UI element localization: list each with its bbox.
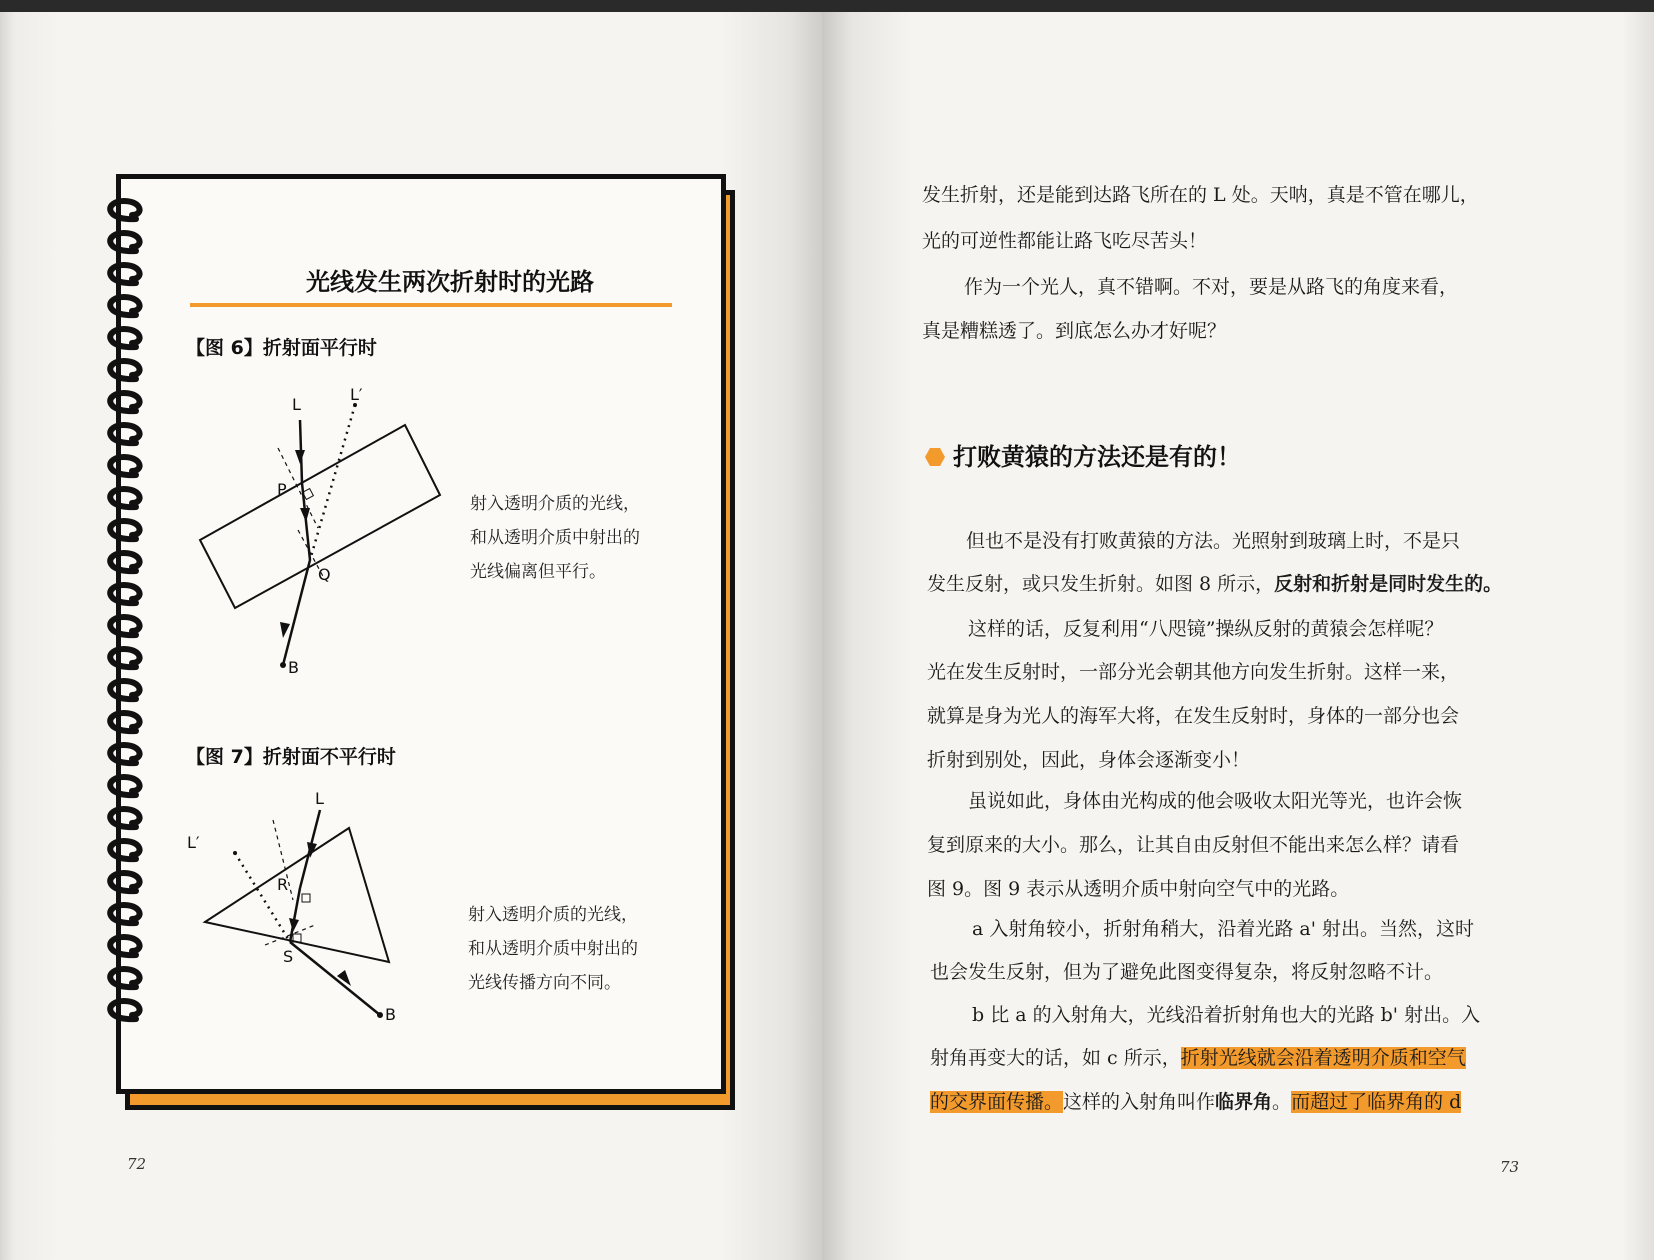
highlighted-text: 而超过了临界角的 d bbox=[1291, 1091, 1462, 1113]
text-line: 光在发生反射时，一部分光会朝其他方向发生折射。这样一来， bbox=[927, 661, 1460, 683]
spiral-loop bbox=[110, 681, 139, 699]
spiral-loop bbox=[110, 521, 139, 539]
fig6-label-q: Q bbox=[318, 565, 331, 584]
text-line: 这样的话，反复利用“八咫镜”操纵反射的黄猿会怎样呢？ bbox=[968, 618, 1444, 640]
spiral-loop bbox=[110, 393, 139, 411]
fig7-label-lprime: L′ bbox=[187, 833, 200, 852]
spiral-loop bbox=[110, 777, 139, 795]
text-line: 但也不是没有打败黄猿的方法。光照射到玻璃上时，不是只 bbox=[966, 530, 1461, 552]
fig6-lprime-ray bbox=[310, 405, 355, 560]
spiral-loop bbox=[110, 937, 139, 955]
text-line: 就算是身为光人的海军大将，在发生反射时，身体的一部分也会 bbox=[927, 705, 1460, 727]
text-span: 。 bbox=[1272, 1091, 1292, 1113]
fig6-label-lprime: L′ bbox=[350, 385, 363, 404]
fig6-label: 【图 6】折射面平行时 bbox=[186, 337, 377, 359]
fig7-label-s: S bbox=[283, 947, 294, 966]
fig6-caption-line: 和从透明介质中射出的 bbox=[470, 528, 640, 548]
text-line: 折射到别处，因此，身体会逐渐变小！ bbox=[927, 749, 1251, 771]
fig6-caption bbox=[470, 487, 640, 589]
fig7-point-lprime bbox=[233, 851, 237, 855]
fig6-caption-line: 光线偏离但平行。 bbox=[470, 562, 606, 582]
fig7-caption-line: 射入透明介质的光线， bbox=[468, 905, 638, 925]
fig6-label-l: L bbox=[292, 395, 301, 414]
text-span: 发生反射，或只发生折射。如图 8 所示， bbox=[927, 573, 1275, 595]
spiral-loop bbox=[110, 457, 139, 475]
fig7-label-r: R bbox=[277, 875, 289, 894]
fig7-label-b: B bbox=[385, 1005, 396, 1024]
text-line: 虽说如此，身体由光构成的他会吸收太阳光等光，也许会恢 bbox=[968, 790, 1463, 812]
highlighted-text: 折射光线就会沿着透明介质和空气 bbox=[1180, 1047, 1466, 1069]
spiral-loop bbox=[110, 873, 139, 891]
text-span: 这样的入射角叫作 bbox=[1063, 1091, 1216, 1113]
text-line bbox=[930, 1043, 1466, 1070]
spiral-loop bbox=[110, 329, 139, 347]
fig7-arrow-3 bbox=[337, 970, 351, 986]
text-line: a 入射角较小，折射角稍大，沿着光路 a' 射出。当然，这时 bbox=[972, 918, 1474, 940]
box-title: 光线发生两次折射时的光路 bbox=[306, 268, 594, 296]
fig7-caption bbox=[468, 898, 638, 1000]
spiral-loop bbox=[110, 713, 139, 731]
hexagon-bullet-icon bbox=[925, 447, 945, 467]
spiral-loop bbox=[110, 585, 139, 603]
bold-text: 临界角 bbox=[1215, 1091, 1273, 1113]
spiral-loop bbox=[110, 361, 139, 379]
fig6-label-p: P bbox=[277, 480, 287, 499]
spiral-loop bbox=[110, 905, 139, 923]
spiral-loop bbox=[110, 553, 139, 571]
fig7-point-b bbox=[377, 1012, 383, 1018]
scan-edge bbox=[0, 0, 1654, 12]
text-line: 作为一个光人，真不错啊。不对，要是从路飞的角度来看， bbox=[964, 276, 1459, 298]
text-span: 射角再变大的话，如 c 所示， bbox=[930, 1047, 1181, 1069]
spiral-loop bbox=[110, 841, 139, 859]
fig7-caption-line: 和从透明介质中射出的 bbox=[468, 939, 638, 959]
highlighted-text: 的交界面传播。 bbox=[930, 1091, 1064, 1113]
fig7-exit-ray bbox=[290, 942, 380, 1015]
section-heading-text: 打败黄猿的方法还是有的！ bbox=[953, 443, 1241, 471]
fig7-label: 【图 7】折射面不平行时 bbox=[186, 746, 396, 768]
fig6-arrow-3 bbox=[280, 622, 290, 638]
fig7-label-l: L bbox=[315, 790, 324, 808]
fig7-arrow-2 bbox=[289, 918, 299, 932]
spiral-loop bbox=[110, 297, 139, 315]
text-line: 光的可逆性都能让路飞吃尽苦头！ bbox=[922, 230, 1208, 252]
fig6-exit-ray bbox=[283, 560, 310, 665]
section-heading bbox=[925, 437, 1241, 472]
fig7-caption-line: 光线传播方向不同。 bbox=[468, 973, 621, 993]
spiral-loop bbox=[110, 425, 139, 443]
text-line bbox=[927, 569, 1502, 596]
spiral-loop bbox=[110, 745, 139, 763]
text-line: 真是糟糕透了。到底怎么办才好呢？ bbox=[922, 320, 1227, 342]
text-line: b 比 a 的入射角大，光线沿着折射角也大的光路 b' 射出。入 bbox=[972, 1004, 1481, 1026]
bold-text: 反射和折射是同时发生的。 bbox=[1274, 573, 1503, 595]
page-number-right: 73 bbox=[1500, 1158, 1520, 1176]
spiral-loop bbox=[110, 809, 139, 827]
text-line: 复到原来的大小。那么，让其自由反射但不能出来怎么样？请看 bbox=[927, 834, 1460, 856]
fig6-label-b: B bbox=[288, 658, 299, 677]
spiral-loop bbox=[110, 233, 139, 251]
fig6-caption-line: 射入透明介质的光线， bbox=[470, 494, 640, 514]
fig6-arrow-1 bbox=[295, 450, 305, 464]
text-line: 图 9。图 9 表示从透明介质中射向空气中的光路。 bbox=[927, 878, 1350, 900]
spiral-loop bbox=[110, 201, 139, 219]
text-line: 发生折射，还是能到达路飞所在的 L 处。天呐，真是不管在哪儿， bbox=[922, 184, 1479, 206]
spiral-binding-icon bbox=[100, 195, 160, 1035]
fig7-right-angle-r bbox=[302, 894, 310, 902]
page-number-left: 72 bbox=[127, 1155, 147, 1173]
spiral-loop bbox=[110, 489, 139, 507]
fig7-diagram bbox=[185, 790, 415, 1030]
spiral-loop bbox=[110, 617, 139, 635]
title-underline bbox=[190, 303, 672, 307]
fig6-diagram bbox=[190, 380, 450, 680]
spiral-loop bbox=[110, 1001, 139, 1019]
fig6-point-b bbox=[280, 662, 286, 668]
text-line: 也会发生反射，但为了避免此图变得复杂，将反射忽略不计。 bbox=[930, 961, 1444, 983]
spiral-loop bbox=[110, 649, 139, 667]
text-line bbox=[930, 1087, 1461, 1114]
spiral-loop bbox=[110, 265, 139, 283]
spiral-loop bbox=[110, 969, 139, 987]
